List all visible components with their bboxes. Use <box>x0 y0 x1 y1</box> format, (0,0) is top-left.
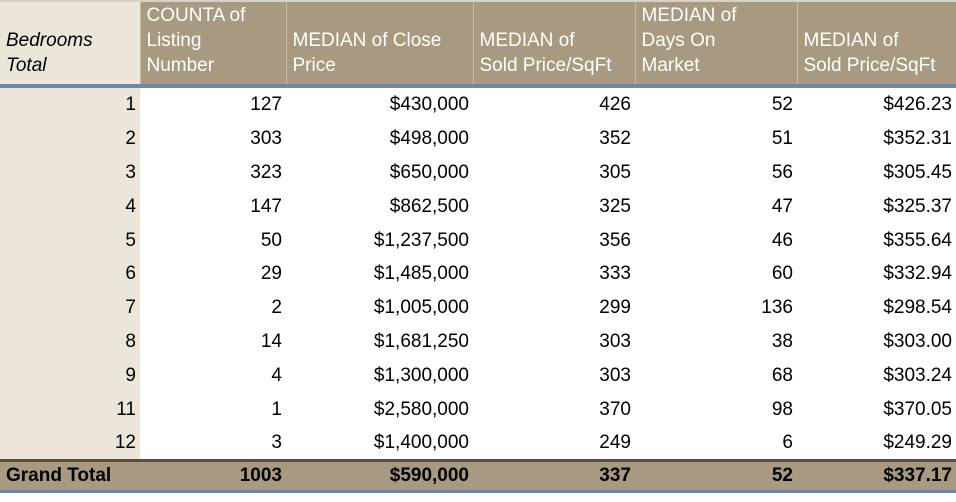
cell-days-on-market[interactable]: 60 <box>771 263 793 285</box>
cell-close-price[interactable]: $1,485,000 <box>373 263 469 285</box>
cell-days-on-market[interactable]: 51 <box>771 127 793 149</box>
cell-count[interactable]: 1 <box>271 398 282 420</box>
table-row <box>0 156 956 190</box>
cell-sold-price-sqft-2[interactable]: $325.37 <box>883 195 952 217</box>
cell-bedrooms[interactable]: 7 <box>0 291 140 325</box>
table-body <box>0 88 956 461</box>
cell-bedrooms[interactable]: 8 <box>0 325 140 359</box>
cell-sold-price-sqft-2[interactable]: $370.05 <box>883 398 952 420</box>
table-row <box>0 122 956 156</box>
cell-sold-price-sqft-2[interactable]: $305.45 <box>883 161 952 183</box>
cell-count[interactable]: 29 <box>260 263 282 285</box>
cell-close-price[interactable]: $1,237,500 <box>373 229 469 251</box>
header-bedrooms-total[interactable]: Bedrooms Total <box>0 0 140 84</box>
cell-sold-price-sqft[interactable]: 370 <box>599 398 631 420</box>
cell-sold-price-sqft[interactable]: 352 <box>599 127 631 149</box>
cell-close-price[interactable]: $2,580,000 <box>373 398 469 420</box>
cell-sold-price-sqft-2[interactable]: $355.64 <box>883 229 952 251</box>
cell-sold-price-sqft[interactable]: 325 <box>599 195 631 217</box>
cell-bedrooms[interactable]: 1 <box>0 88 140 122</box>
cell-sold-price-sqft[interactable]: 249 <box>599 432 631 454</box>
cell-count[interactable]: 50 <box>260 229 282 251</box>
cell-bedrooms[interactable]: 4 <box>0 190 140 224</box>
cell-sold-price-sqft[interactable]: 303 <box>599 365 631 387</box>
header-median-sold-price-sqft-2[interactable]: MEDIAN of Sold Price/SqFt <box>797 0 956 84</box>
cell-days-on-market[interactable]: 6 <box>782 432 793 454</box>
table-row <box>0 359 956 393</box>
grand-total-label[interactable]: Grand Total <box>0 461 140 492</box>
table-row <box>0 291 956 325</box>
cell-sold-price-sqft-2[interactable]: $426.23 <box>883 93 952 115</box>
header-count-listing-number[interactable]: COUNTA of Listing Number <box>140 0 286 84</box>
cell-bedrooms[interactable]: 12 <box>0 427 140 461</box>
cell-sold-price-sqft[interactable]: 303 <box>599 331 631 353</box>
cell-close-price[interactable]: $1,005,000 <box>373 297 469 319</box>
cell-days-on-market[interactable]: 38 <box>771 331 793 353</box>
table-row <box>0 88 956 122</box>
cell-days-on-market[interactable]: 136 <box>761 297 793 319</box>
grand-total-days-on-market[interactable]: 52 <box>635 461 797 492</box>
cell-days-on-market[interactable]: 47 <box>771 195 793 217</box>
cell-sold-price-sqft-2[interactable]: $332.94 <box>883 263 952 285</box>
header-median-sold-price-sqft[interactable]: MEDIAN of Sold Price/SqFt <box>473 0 635 84</box>
cell-sold-price-sqft-2[interactable]: $303.00 <box>883 331 952 353</box>
table-row <box>0 257 956 291</box>
header-median-days-on-market[interactable]: MEDIAN of Days On Market <box>635 0 797 84</box>
grand-total-sold-price-sqft-2[interactable]: $337.17 <box>797 461 956 492</box>
cell-sold-price-sqft-2[interactable]: $303.24 <box>883 365 952 387</box>
cell-count[interactable]: 147 <box>250 195 282 217</box>
cell-close-price[interactable]: $650,000 <box>389 161 469 183</box>
top-rule <box>0 0 956 2</box>
cell-count[interactable]: 3 <box>271 432 282 454</box>
cell-close-price[interactable]: $1,400,000 <box>373 432 469 454</box>
grand-total-row <box>0 461 956 492</box>
cell-bedrooms[interactable]: 11 <box>0 393 140 427</box>
header-row <box>0 0 956 84</box>
cell-sold-price-sqft[interactable]: 426 <box>599 93 631 115</box>
cell-days-on-market[interactable]: 52 <box>771 93 793 115</box>
grand-total-close-price[interactable]: $590,000 <box>286 461 473 492</box>
cell-close-price[interactable]: $1,300,000 <box>373 365 469 387</box>
cell-sold-price-sqft-2[interactable]: $352.31 <box>883 127 952 149</box>
cell-bedrooms[interactable]: 2 <box>0 122 140 156</box>
cell-close-price[interactable]: $862,500 <box>389 195 469 217</box>
cell-sold-price-sqft-2[interactable]: $249.29 <box>883 432 952 454</box>
cell-close-price[interactable]: $430,000 <box>389 93 469 115</box>
cell-sold-price-sqft[interactable]: 356 <box>599 229 631 251</box>
grand-total-count[interactable]: 1003 <box>140 461 286 492</box>
cell-sold-price-sqft[interactable]: 305 <box>599 161 631 183</box>
header-median-close-price[interactable]: MEDIAN of Close Price <box>286 0 473 84</box>
cell-days-on-market[interactable]: 56 <box>771 161 793 183</box>
cell-bedrooms[interactable]: 3 <box>0 156 140 190</box>
cell-count[interactable]: 4 <box>271 365 282 387</box>
table-row <box>0 393 956 427</box>
cell-count[interactable]: 14 <box>260 331 282 353</box>
grand-total-sold-price-sqft[interactable]: 337 <box>473 461 635 492</box>
cell-count[interactable]: 303 <box>250 127 282 149</box>
cell-close-price[interactable]: $1,681,250 <box>373 331 469 353</box>
cell-days-on-market[interactable]: 98 <box>771 398 793 420</box>
cell-days-on-market[interactable]: 46 <box>771 229 793 251</box>
cell-bedrooms[interactable]: 9 <box>0 359 140 393</box>
cell-sold-price-sqft[interactable]: 333 <box>599 263 631 285</box>
table-row <box>0 190 956 224</box>
table-row <box>0 427 956 461</box>
cell-sold-price-sqft[interactable]: 299 <box>599 297 631 319</box>
cell-count[interactable]: 323 <box>250 161 282 183</box>
cell-sold-price-sqft-2[interactable]: $298.54 <box>883 297 952 319</box>
cell-count[interactable]: 2 <box>271 297 282 319</box>
cell-close-price[interactable]: $498,000 <box>389 127 469 149</box>
table-row <box>0 325 956 359</box>
cell-bedrooms[interactable]: 5 <box>0 224 140 258</box>
cell-days-on-market[interactable]: 68 <box>771 365 793 387</box>
cell-count[interactable]: 127 <box>250 93 282 115</box>
table-row <box>0 224 956 258</box>
cell-bedrooms[interactable]: 6 <box>0 257 140 291</box>
